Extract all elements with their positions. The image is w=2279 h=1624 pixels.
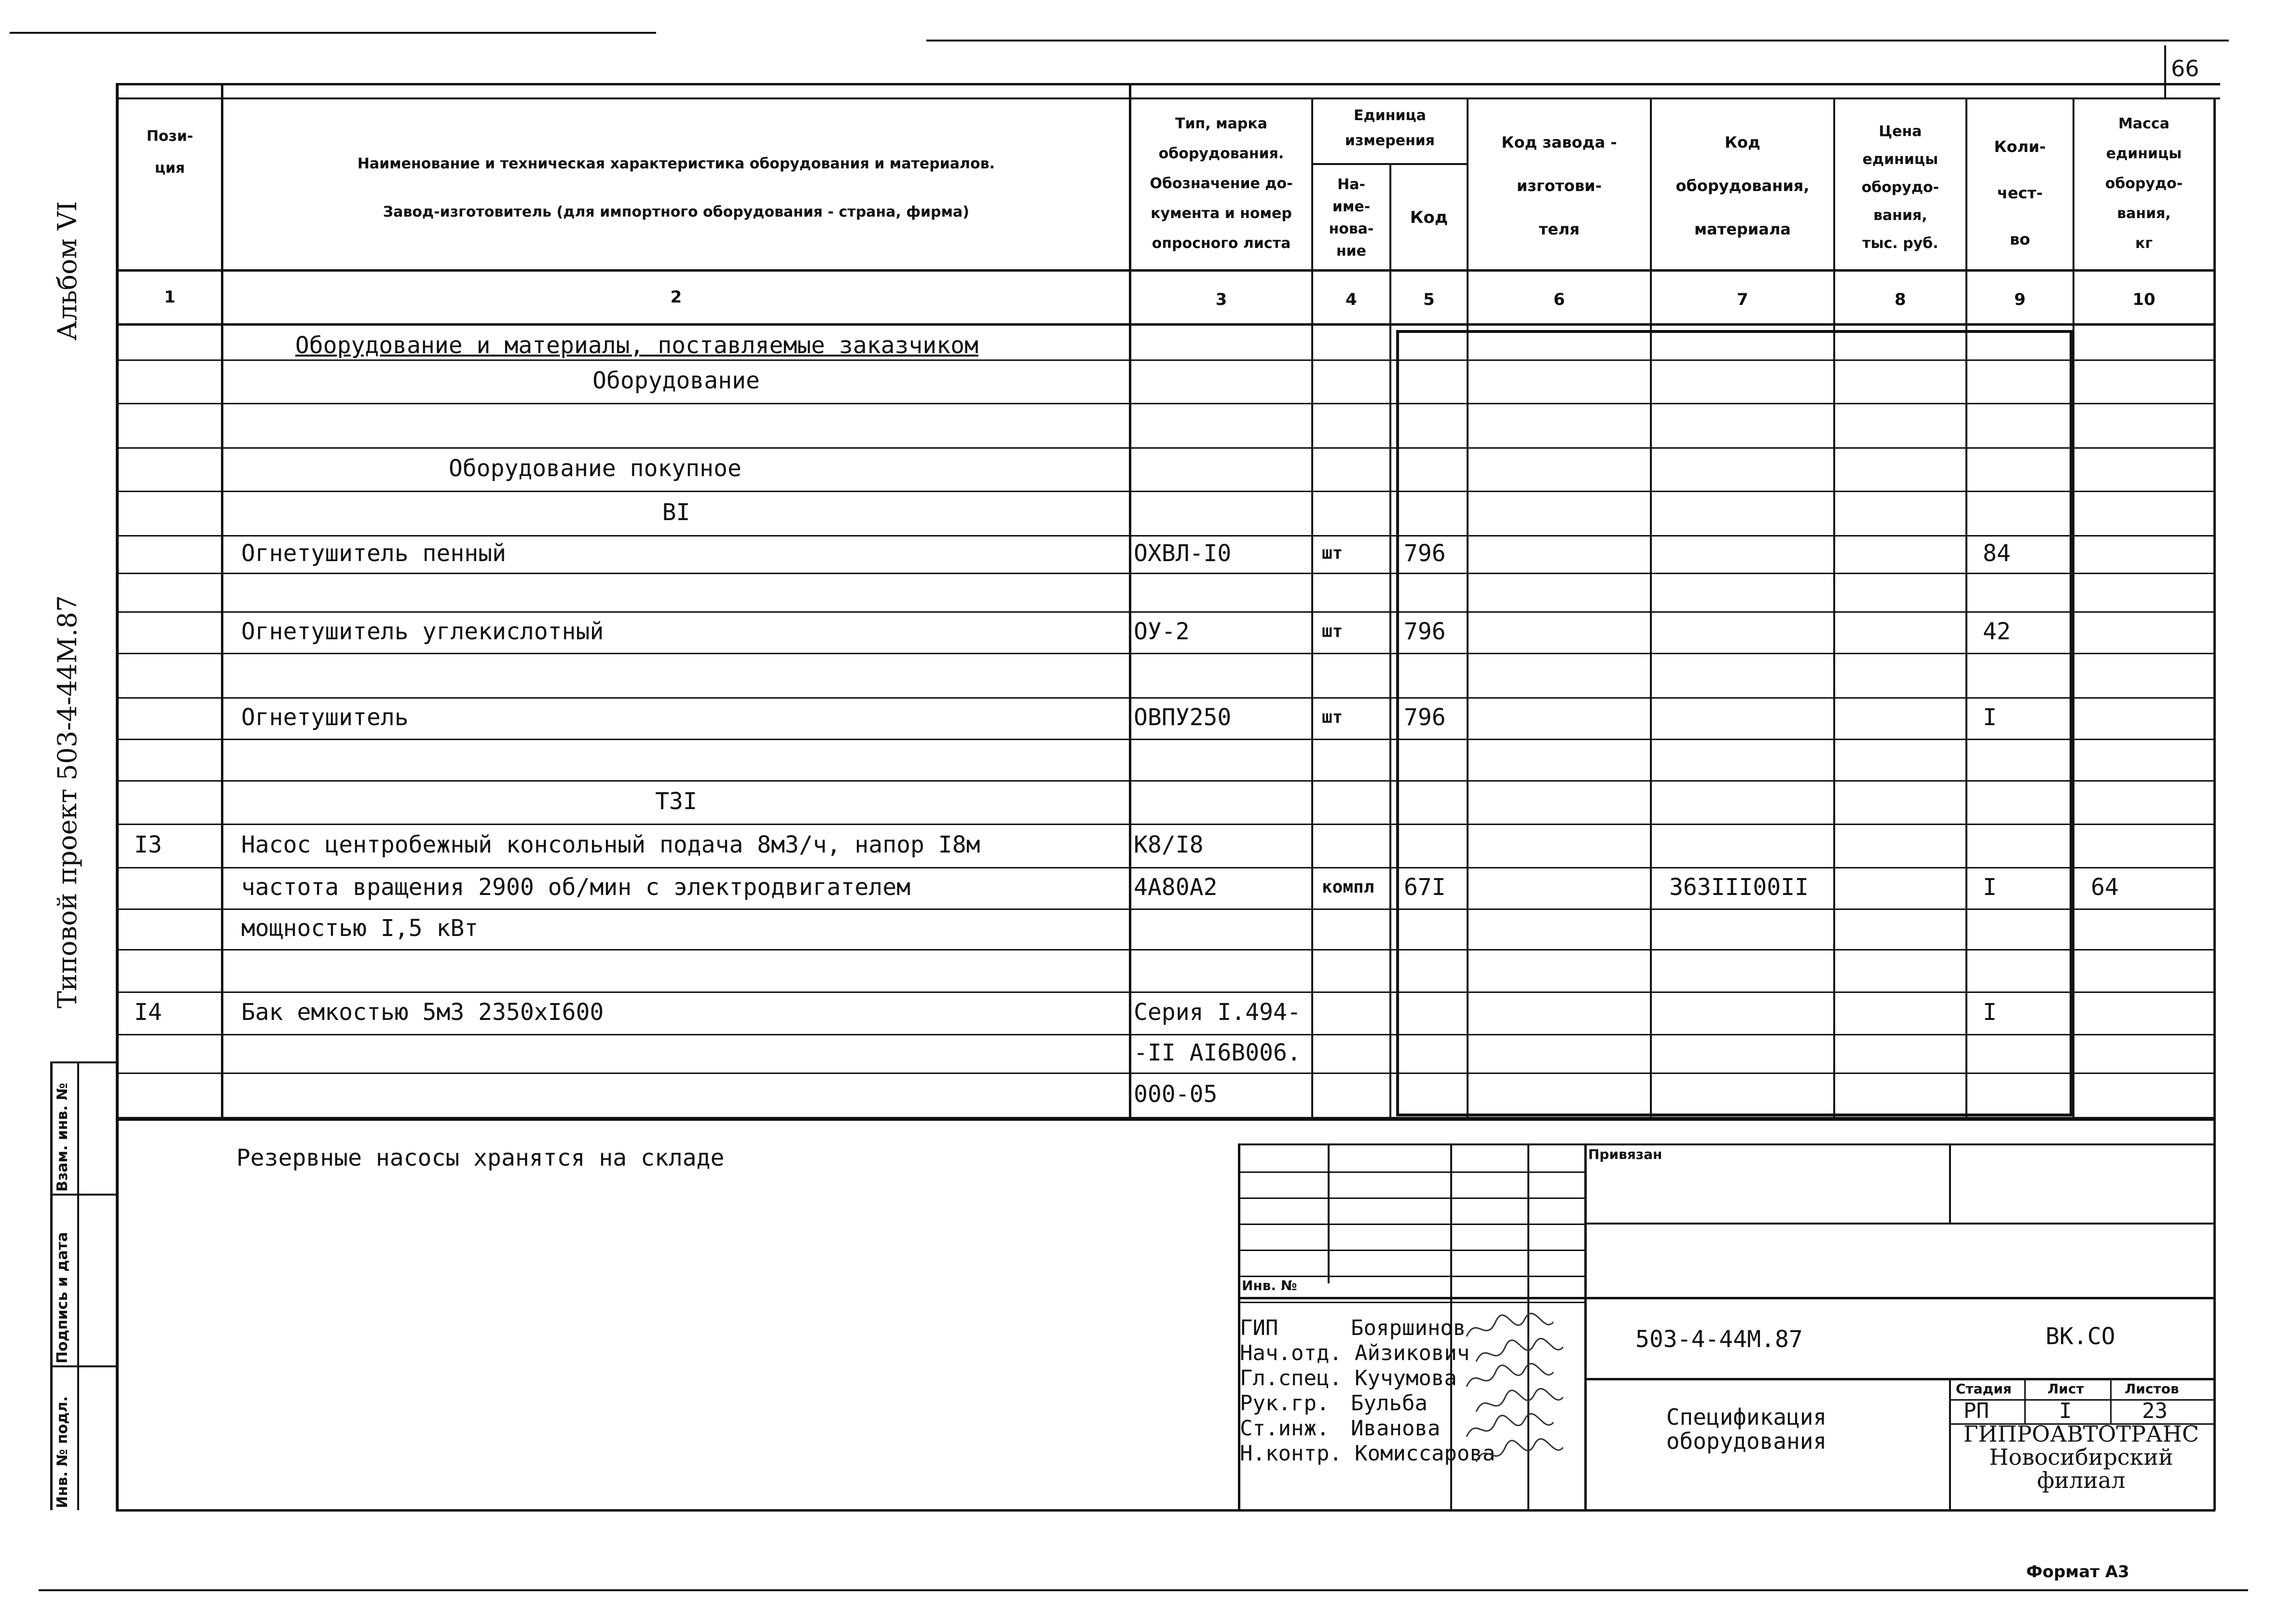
row-divider (116, 611, 2215, 613)
col-num-4: 4 (1345, 290, 1357, 309)
signatory-role: Рук.гр. (1240, 1391, 1330, 1416)
privyazan-label: Привязан (1588, 1146, 1662, 1162)
doc-code: 503-4-44М.87 (1635, 1326, 1803, 1353)
header-unit-code: Код (1410, 208, 1448, 227)
cell-qty: I (1983, 874, 1997, 901)
cell-type: К8/I8 (1134, 831, 1204, 858)
inv-podl-label: Инв. № подл. (54, 1396, 71, 1508)
cell-name: Насос центробежный консольный подача 8м3/ч, напор I8м (241, 831, 980, 858)
header-factory-code: Код завода - изготови- теля (1501, 133, 1617, 238)
row-divider (116, 573, 2215, 574)
cell-pos: I3 (134, 831, 162, 858)
cell-unit: компл (1322, 877, 1374, 897)
row-divider (116, 739, 2215, 740)
cell-name: Огнетушитель (241, 704, 409, 731)
signature-icon (1471, 1438, 1568, 1472)
cell-name: Огнетушитель пенный (241, 540, 507, 567)
bottom-line (39, 1589, 2248, 1591)
cell-type: ОХВЛ-I0 (1134, 540, 1232, 567)
cell-type: 4А80А2 (1134, 874, 1218, 901)
cell-name: Оборудование (592, 367, 760, 394)
cell-code: 796 (1404, 540, 1446, 567)
signatory-name: Айзикович (1355, 1341, 1470, 1365)
album-label: Альбом VI (52, 201, 82, 341)
signatory-role: Н.контр. (1240, 1441, 1342, 1466)
row-divider (116, 491, 2215, 492)
top-line-right (926, 40, 2229, 41)
row-divider (116, 697, 2215, 699)
sign-date-label: Подпись и дата (54, 1232, 71, 1363)
cell-name: Оборудование покупное (449, 455, 741, 482)
row-divider (116, 535, 2215, 537)
row-divider (116, 447, 2215, 449)
cell-name: ВI (662, 499, 690, 526)
col-num-6: 6 (1553, 290, 1565, 309)
col-num-8: 8 (1895, 290, 1906, 309)
cell-unit: шт (1322, 621, 1343, 641)
header-qty: Коли- чест- во (1994, 138, 2046, 248)
signatory-role: Гл.спец. (1240, 1366, 1342, 1390)
cell-code: 796 (1404, 704, 1446, 731)
signatory-role: Ст.инж. (1240, 1416, 1330, 1441)
doc-mark: ВК.СО (2046, 1323, 2115, 1350)
cell-name: Оборудование и материалы, поставляемые заказчиком (295, 332, 979, 359)
cell-unit: шт (1322, 707, 1343, 727)
cell-type: Серия I.494- (1134, 999, 1301, 1026)
project-label: Типовой проект 503-4-44М.87 (52, 595, 82, 1008)
signatory-name: Бульба (1351, 1391, 1428, 1416)
cell-name: Т3I (655, 788, 697, 815)
row-divider (116, 991, 2215, 993)
row-divider (116, 1034, 2215, 1035)
header-equip-code: Код оборудования, материала (1675, 133, 1810, 238)
row-divider (116, 824, 2215, 825)
inv-vzam-label: Взам. инв. № (54, 1083, 71, 1192)
col-num-7: 7 (1737, 290, 1748, 309)
sheet-value: I (2059, 1399, 2072, 1423)
signatory-name: Комиссарова (1355, 1441, 1496, 1466)
row-divider (116, 908, 2215, 910)
row-divider (116, 1117, 2215, 1118)
header-name: Наименование и техническая характеристика оборудования и материалов. Завод-изготовитель (для импортного оборудования - страна, фирма) (357, 155, 995, 220)
cell-pos: I4 (134, 999, 162, 1026)
col-num-2: 2 (670, 288, 682, 307)
cell-mass: 64 (2091, 874, 2119, 901)
row-divider (116, 867, 2215, 868)
signatory-role: ГИП (1240, 1316, 1278, 1340)
header-type: Тип, марка оборудования. Обозначение до- кумента и номер опросного листа (1150, 115, 1293, 252)
cell-type: ОВПУ250 (1134, 704, 1232, 731)
cell-name: частота вращения 2900 об/мин с электродвигателем (241, 874, 911, 901)
format-label: Формат А3 (2026, 1562, 2129, 1582)
row-divider (116, 780, 2215, 782)
cell-code: 796 (1404, 618, 1446, 645)
doc-title: Спецификация оборудования (1666, 1404, 1827, 1454)
sheets-label: Листов (2125, 1381, 2179, 1397)
top-line-left (10, 32, 656, 34)
col-num-5: 5 (1423, 290, 1435, 309)
row-divider (116, 1073, 2215, 1074)
cell-qty: I (1983, 999, 1997, 1026)
col-num-9: 9 (2014, 290, 2026, 309)
org-name: ГИПРОАВТОТРАНС Новосибирский филиал (1963, 1421, 2199, 1493)
cell-name: Огнетушитель углекислотный (241, 618, 604, 645)
row-divider (116, 949, 2215, 950)
signatory-name: Бояршинов (1351, 1316, 1466, 1340)
stage-value: РП (1963, 1399, 1989, 1423)
header-pos: Пози- ция (146, 128, 193, 177)
cell-equip-code: 363III00II (1669, 874, 1809, 901)
header-unit-name: На- име- нова- ние (1329, 176, 1374, 260)
header-mass: Масса единицы оборудо- вания, кг (2105, 115, 2183, 252)
cell-name: мощностью I,5 кВт (241, 915, 479, 942)
row-divider (116, 403, 2215, 404)
cell-qty: 84 (1983, 540, 2011, 567)
cell-qty: 42 (1983, 618, 2011, 645)
cell-type: ОУ-2 (1134, 618, 1190, 645)
cell-qty: I (1983, 704, 1997, 731)
cell-code: 67I (1404, 874, 1446, 901)
inv-no-label: Инв. № (1242, 1278, 1297, 1294)
header-unit-group: Единица измерения (1345, 107, 1435, 149)
cell-type: -II АI6В006. (1134, 1039, 1301, 1066)
col-num-1: 1 (164, 288, 176, 307)
col-num-10: 10 (2132, 290, 2155, 309)
stage-label: Стадия (1956, 1381, 2012, 1397)
signatory-name: Иванова (1351, 1416, 1441, 1441)
note-text: Резервные насосы хранятся на складе (236, 1144, 725, 1171)
sheet-label: Лист (2047, 1381, 2084, 1397)
cell-unit: шт (1322, 543, 1343, 563)
header-price: Цена единицы оборудо- вания, тыс. руб. (1861, 123, 1939, 252)
cell-type: 000-05 (1134, 1081, 1218, 1108)
page-number: 66 (2171, 55, 2199, 82)
signatory-role: Нач.отд. (1240, 1341, 1342, 1365)
sheets-value: 23 (2142, 1399, 2168, 1423)
signatory-name: Кучумова (1355, 1366, 1457, 1390)
col-num-3: 3 (1215, 290, 1227, 309)
row-divider (116, 653, 2215, 654)
cell-name: Бак емкостью 5м3 2350хI600 (241, 999, 604, 1026)
